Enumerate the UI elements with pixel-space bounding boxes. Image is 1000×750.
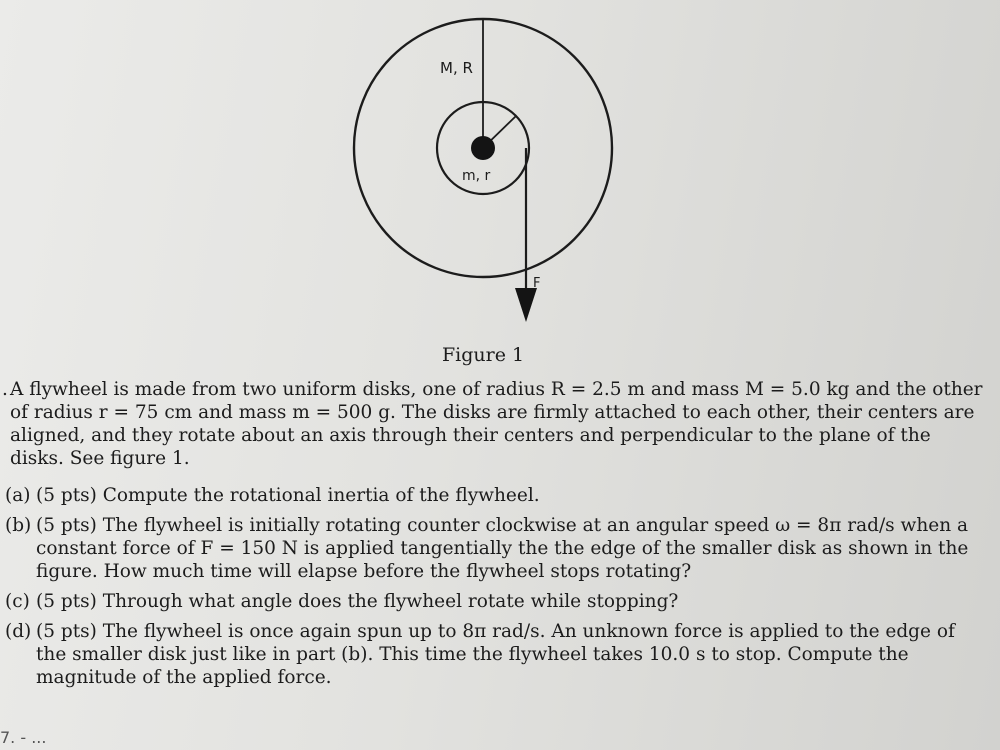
part-tag: (b) (5, 515, 32, 536)
figure-caption: Figure 1 (442, 344, 525, 366)
outer-disk-label: M, R (440, 59, 473, 77)
part-tag: (d) (5, 621, 32, 642)
force-label: F (533, 276, 541, 291)
problem-parts (5, 484, 990, 696)
part-text: (5 pts) The flywheel is once again spun up to 8π rad/s. An unknown force is applied to the edge of the smaller disk just like in part (b). This time the flywheel takes 10.0 s to stop. Compute the magnitude of the applied force. (36, 621, 955, 688)
part-b (5, 514, 990, 583)
problem-statement (2, 378, 985, 470)
part-tag: (a) (5, 485, 31, 506)
force-arrowhead (515, 288, 537, 322)
flywheel-figure (0, 0, 1000, 340)
part-a (5, 484, 990, 507)
inner-disk-label: m, r (462, 168, 491, 184)
part-tag: (c) (5, 591, 30, 612)
problem-number-marker: . (2, 379, 8, 400)
part-text: (5 pts) The flywheel is initially rotating counter clockwise at an angular speed ω = 8π rad/s when a constant force of F = 150 N is applied tangentially the the edge of the smaller disk as shown in the figure. How much time will elapse before the flywheel stops rotating? (36, 515, 969, 582)
part-d (5, 620, 990, 689)
part-text: (5 pts) Through what angle does the flywheel rotate while stopping? (36, 591, 679, 612)
part-c (5, 590, 990, 613)
axle-dot (471, 136, 495, 160)
handwriting-fragment: 7. - ... (0, 728, 47, 747)
part-text: (5 pts) Compute the rotational inertia of the flywheel. (36, 485, 540, 506)
problem-text: A flywheel is made from two uniform disks, one of radius R = 2.5 m and mass M = 5.0 kg and the other of radius r = 75 cm and mass m = 500 g. The disks are firmly attached to each other, their centers are aligned, and they rotate about an axis through their centers and perpendicular to the plane of the disks. See figure 1. (10, 379, 983, 469)
